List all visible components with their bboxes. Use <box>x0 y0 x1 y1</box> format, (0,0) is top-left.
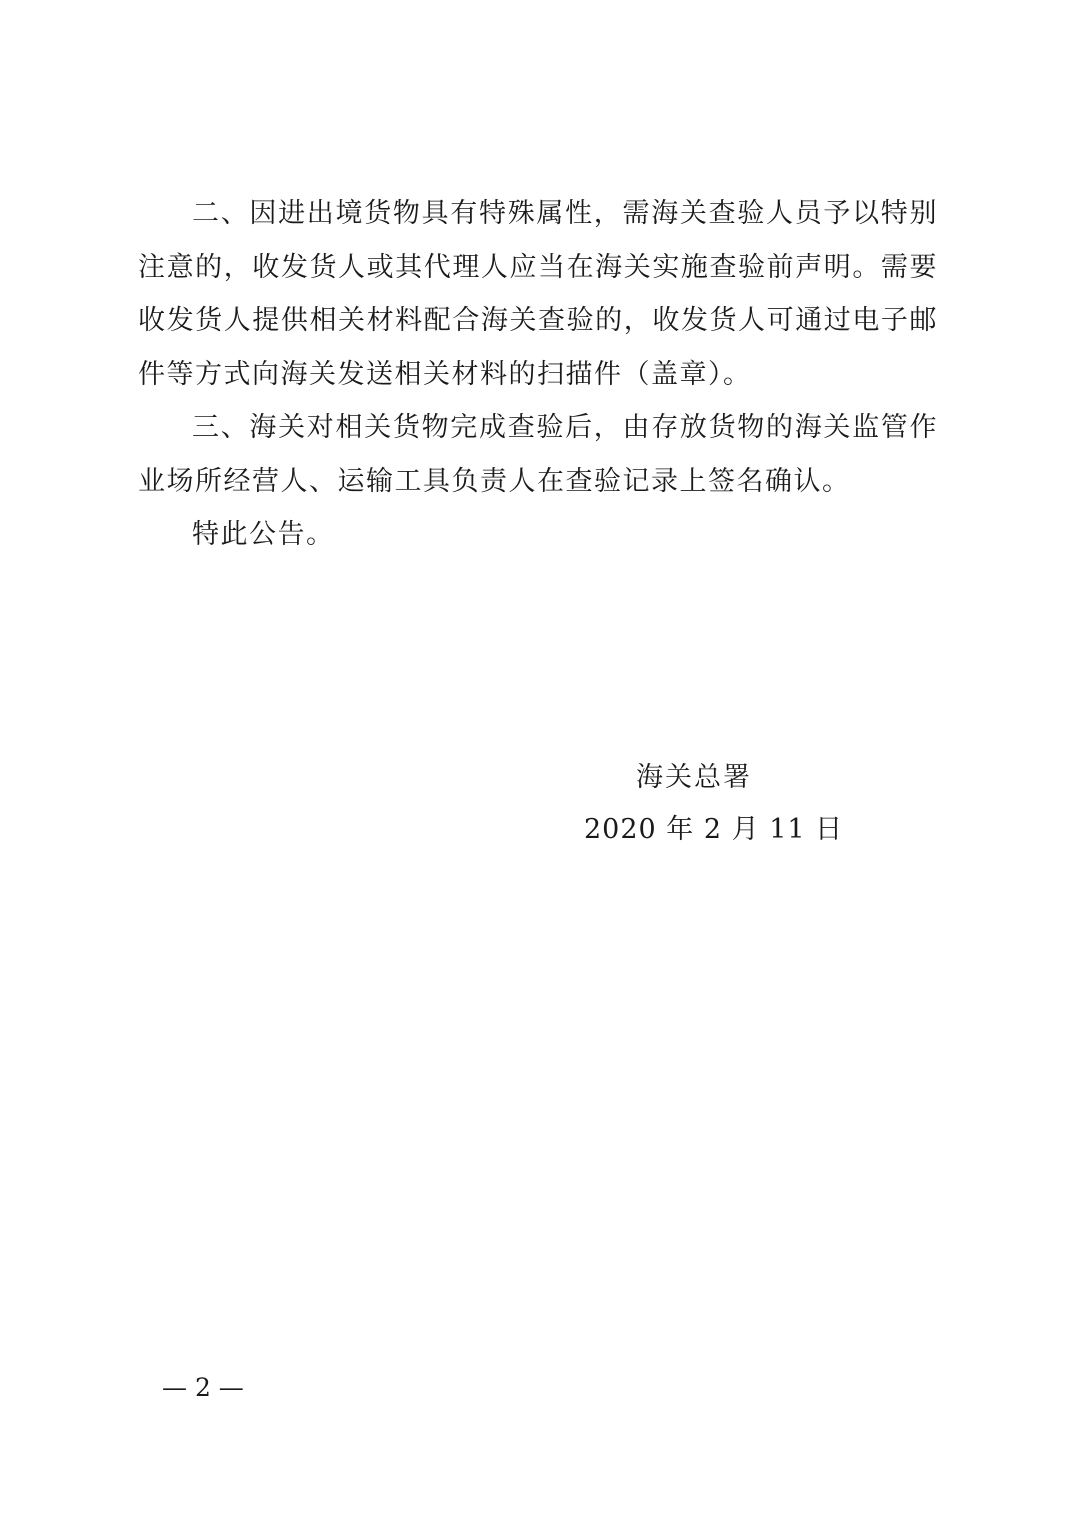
issuing-organization: 海关总署 <box>636 762 752 793</box>
announcement-body <box>138 187 938 562</box>
closing-statement: 特此公告。 <box>192 519 335 550</box>
signature-block <box>560 752 860 856</box>
paragraph-item-3: 三、海关对相关货物完成查验后，由存放货物的海关监管作业场所经营人、运输工具负责人在查验记录上签名确认。 <box>138 412 938 497</box>
paragraph-item-2: 二、因进出境货物具有特殊属性，需海关查验人员予以特别注意的，收发货人或其代理人应当在海关实施查验前声明。需要收发货人提供相关材料配合海关查验的，收发货人可通过电子邮件等方式向海关发送相关材料的扫描件（盖章）。 <box>138 198 938 390</box>
issue-date: 2020 年 2 月 11 日 <box>584 814 844 845</box>
page-number: — 2 — <box>162 1373 244 1402</box>
